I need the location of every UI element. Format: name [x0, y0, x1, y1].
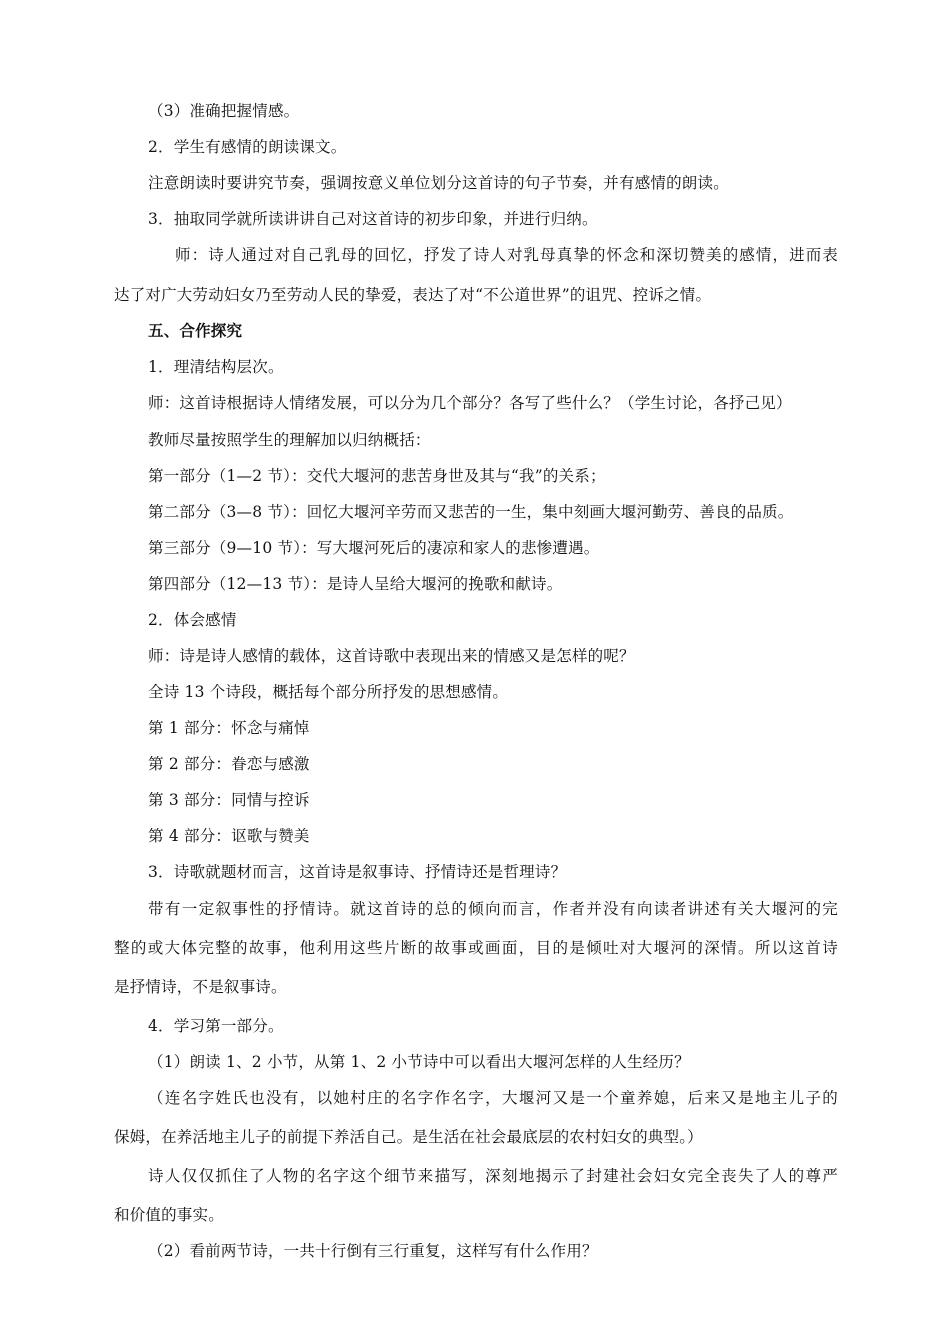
- paragraph-line: 第 1 部分：怀念与痛悼: [148, 719, 310, 737]
- section-heading: 五、合作探究: [148, 321, 243, 340]
- paragraph-line: 达了对广大劳动妇女乃至劳动人民的挚爱，表达了对“不公道世界”的诅咒、控诉之情。: [114, 286, 712, 304]
- paragraph-line: 师：诗人通过对自己乳母的回忆，抒发了诗人对乳母真挚的怀念和深切赞美的感情，进而表: [175, 246, 838, 264]
- paragraph-line: 1．理清结构层次。: [148, 358, 284, 376]
- paragraph-line: 整的或大体完整的故事，他利用这些片断的故事或画面，目的是倾吐对大堰河的深情。所以这首诗: [114, 939, 838, 957]
- paragraph-line: （1）朗读 1、2 小节，从第 1、2 小节诗中可以看出大堰河怎样的人生经历？: [148, 1053, 690, 1071]
- paragraph-line: 师：诗是诗人感情的载体，这首诗歌中表现出来的情感又是怎样的呢？: [148, 647, 635, 665]
- paragraph-line: 诗人仅仅抓住了人物的名字这个细节来描写，深刻地揭示了封建社会妇女完全丧失了人的尊严: [148, 1167, 838, 1185]
- paragraph-line: 注意朗读时要讲究节奏，强调按意义单位划分这首诗的句子节奏，并有感情的朗读。: [148, 174, 729, 192]
- paragraph-line: 教师尽量按照学生的理解加以归纳概括：: [148, 431, 431, 449]
- paragraph-line: 第 4 部分：讴歌与赞美: [148, 827, 310, 845]
- paragraph-line: （2）看前两节诗，一共十行倒有三行重复，这样写有什么作用？: [148, 1242, 598, 1260]
- paragraph-line: 第 3 部分：同情与控诉: [148, 791, 310, 809]
- paragraph-line: 2．体会感情: [148, 611, 237, 629]
- paragraph-line: 保姆，在养活地主儿子的前提下养活自己。是生活在社会最底层的农村妇女的典型。）: [114, 1128, 703, 1146]
- paragraph-line: 和价值的事实。: [114, 1206, 224, 1224]
- paragraph-line: （连名字姓氏也没有，以她村庄的名字作名字，大堰河又是一个童养媳，后来又是地主儿子的: [148, 1089, 838, 1107]
- paragraph-line: 2．学生有感情的朗读课文。: [148, 138, 347, 156]
- paragraph-line: 3．抽取同学就所读讲讲自己对这首诗的初步印象，并进行归纳。: [148, 210, 598, 228]
- paragraph-line: 第 2 部分：眷恋与感激: [148, 755, 310, 773]
- paragraph-line: 第二部分（3—8 节）：回忆大堰河辛劳而又悲苦的一生，集中刻画大堰河勤劳、善良的品质。: [148, 503, 794, 521]
- paragraph-line: 是抒情诗，不是叙事诗。: [114, 978, 287, 996]
- paragraph-line: 带有一定叙事性的抒情诗。就这首诗的总的倾向而言，作者并没有向读者讲述有关大堰河的完: [148, 900, 838, 918]
- paragraph-line: 第一部分（1—2 节）：交代大堰河的悲苦身世及其与“我”的关系；: [148, 467, 606, 485]
- paragraph-line: 第四部分（12—13 节）：是诗人呈给大堰河的挽歌和献诗。: [148, 575, 563, 593]
- paragraph-line: 4．学习第一部分。: [148, 1017, 284, 1035]
- paragraph-line: 3．诗歌就题材而言，这首诗是叙事诗、抒情诗还是哲理诗？: [148, 863, 567, 881]
- paragraph-line: 全诗 13 个诗段，概括每个部分所抒发的思想感情。: [148, 683, 509, 701]
- paragraph-line: 师：这首诗根据诗人情绪发展，可以分为几个部分？各写了些什么？（学生讨论，各抒己见）: [148, 394, 792, 412]
- paragraph-line: 第三部分（9—10 节）：写大堰河死后的凄凉和家人的悲惨遭遇。: [148, 539, 600, 557]
- paragraph-line: （3）准确把握情感。: [148, 102, 300, 120]
